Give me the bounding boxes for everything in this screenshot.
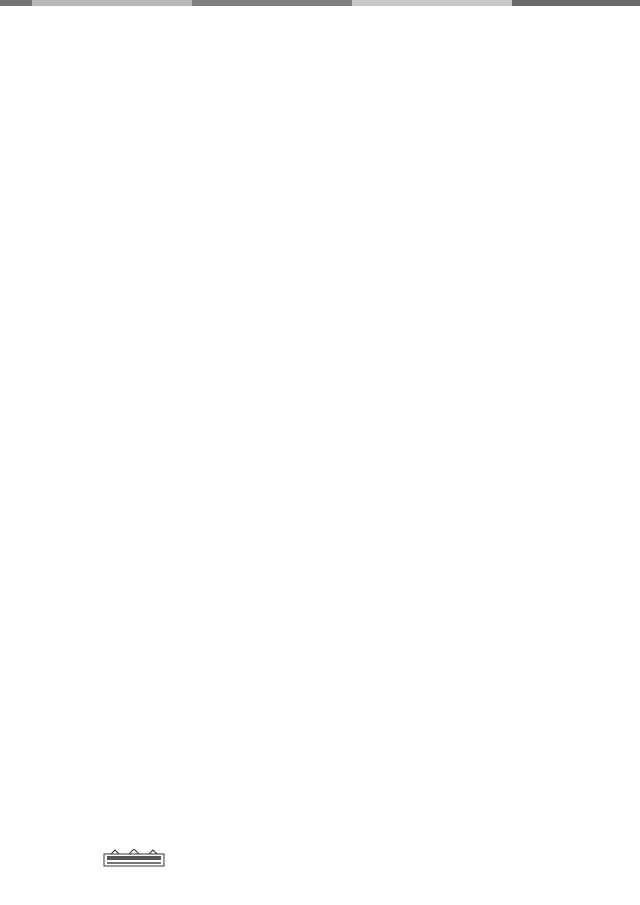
- stamp-icon: [103, 849, 165, 867]
